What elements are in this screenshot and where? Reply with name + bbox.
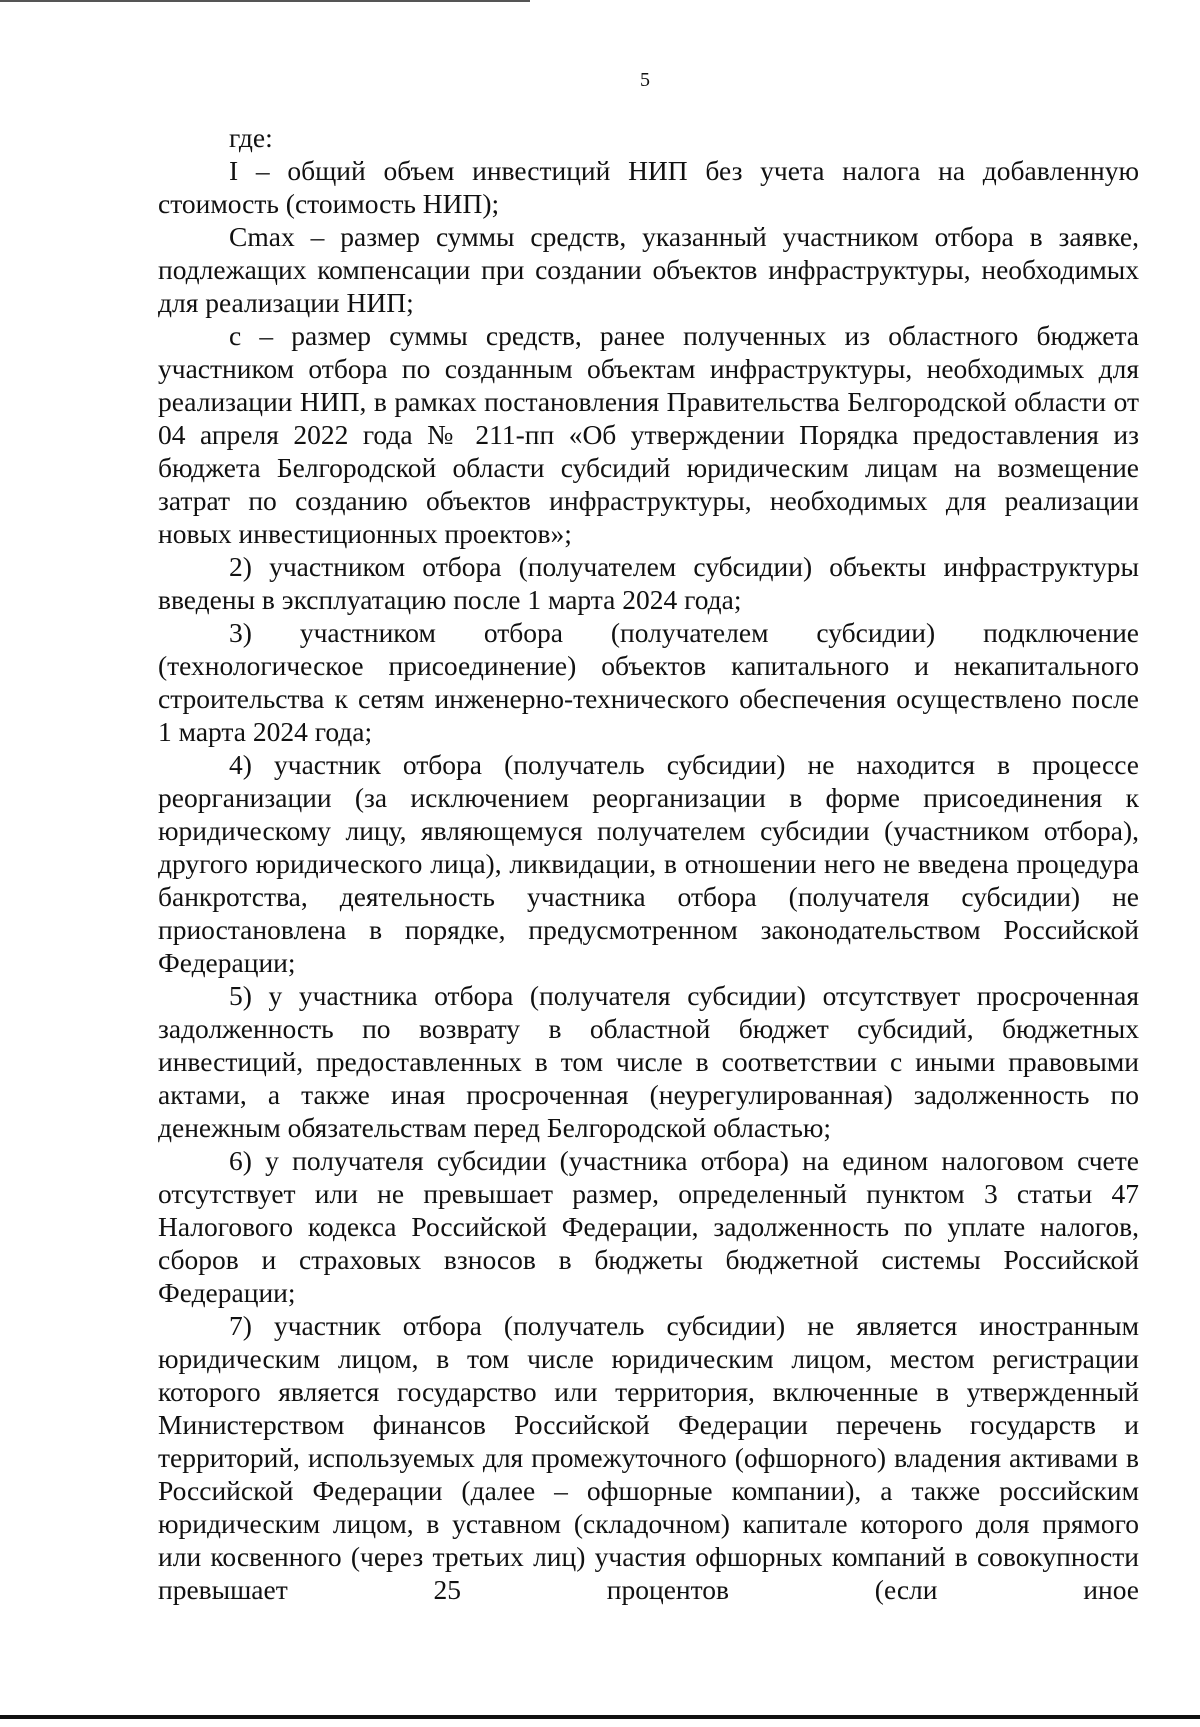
- paragraph-item-7: 7) участник отбора (получатель субсидии) не является иностранным юридическим лицом, в том числе юридическим лицом, местом регистрации которого является государство или территория, включенные в утвержденный Министерством финансов Российской Федерации перечень государств и территорий, используемых для промежуточного (офшорного) владения активами в Российской Федерации (далее – офшорные компании), а также российским юридическим лицом, в уставном (складочном) капитале которого доля прямого или косвенного (через третьих лиц) участия офшорных компаний в совокупности превышает 25 процентов (если иное: [158, 1310, 1139, 1605]
- paragraph-item-5: 5) у участника отбора (получателя субсидии) отсутствует просроченная задолженность по возврату в областной бюджет субсидий, бюджетных инвестиций, предоставленных в том числе в соответствии с иными правовыми актами, а также иная просроченная (неурегулированная) задолженность по денежным обязательствам перед Белгородской областью;: [158, 980, 1139, 1143]
- top-scan-edge: [0, 0, 530, 2]
- paragraph-item-6: 6) у получателя субсидии (участника отбора) на едином налоговом счете отсутствует или не превышает размер, определенный пунктом 3 статьи 47 Налогового кодекса Российской Федерации, задолженность по уплате налогов, сборов и страховых взносов в бюджеты бюджетной системы Российской Федерации;: [158, 1145, 1139, 1308]
- paragraph-item-4: 4) участник отбора (получатель субсидии) не находится в процессе реорганизации (за исключением реорганизации в форме присоединения к юридическому лицу, являющемуся получателем субсидии (участником отбора), другого юридического лица), ликвидации, в отношении него не введена процедура банкротства, деятельность участника отбора (получателя субсидии) не приостановлена в порядке, предусмотренном законодательством Российской Федерации;: [158, 749, 1139, 978]
- paragraph-item-2: 2) участником отбора (получателем субсидии) объекты инфраструктуры введены в эксплуатацию после 1 марта 2024 года;: [158, 551, 1139, 615]
- paragraph-cmax: Cmax – размер суммы средств, указанный участником отбора в заявке, подлежащих компенсации при создании объектов инфраструктуры, необходимых для реализации НИП;: [158, 221, 1139, 318]
- paragraph-item-3: 3) участником отбора (получателем субсидии) подключение (технологическое присоединение) объектов капитального и некапитального строительства к сетям инженерно-технического обеспечения осуществлено после 1 марта 2024 года;: [158, 617, 1139, 747]
- paragraph-where: где:: [229, 122, 273, 153]
- paragraph-investment-volume: I – общий объем инвестиций НИП без учета налога на добавленную стоимость (стоимость НИП);: [158, 155, 1139, 219]
- bottom-scan-edge: [0, 1715, 1200, 1719]
- paragraph-c: c – размер суммы средств, ранее полученных из областного бюджета участником отбора по созданным объектам инфраструктуры, необходимых для реализации НИП, в рамках постановления Правительства Белгородской области от 04 апреля 2022 года № 211-пп «Об утверждении Порядка предоставления из бюджета Белгородской области субсидий юридическим лицам на возмещение затрат по созданию объектов инфраструктуры, необходимых для реализации новых инвестиционных проектов»;: [158, 320, 1139, 549]
- page-number: 5: [640, 69, 650, 91]
- document-body: [158, 121, 1139, 1606]
